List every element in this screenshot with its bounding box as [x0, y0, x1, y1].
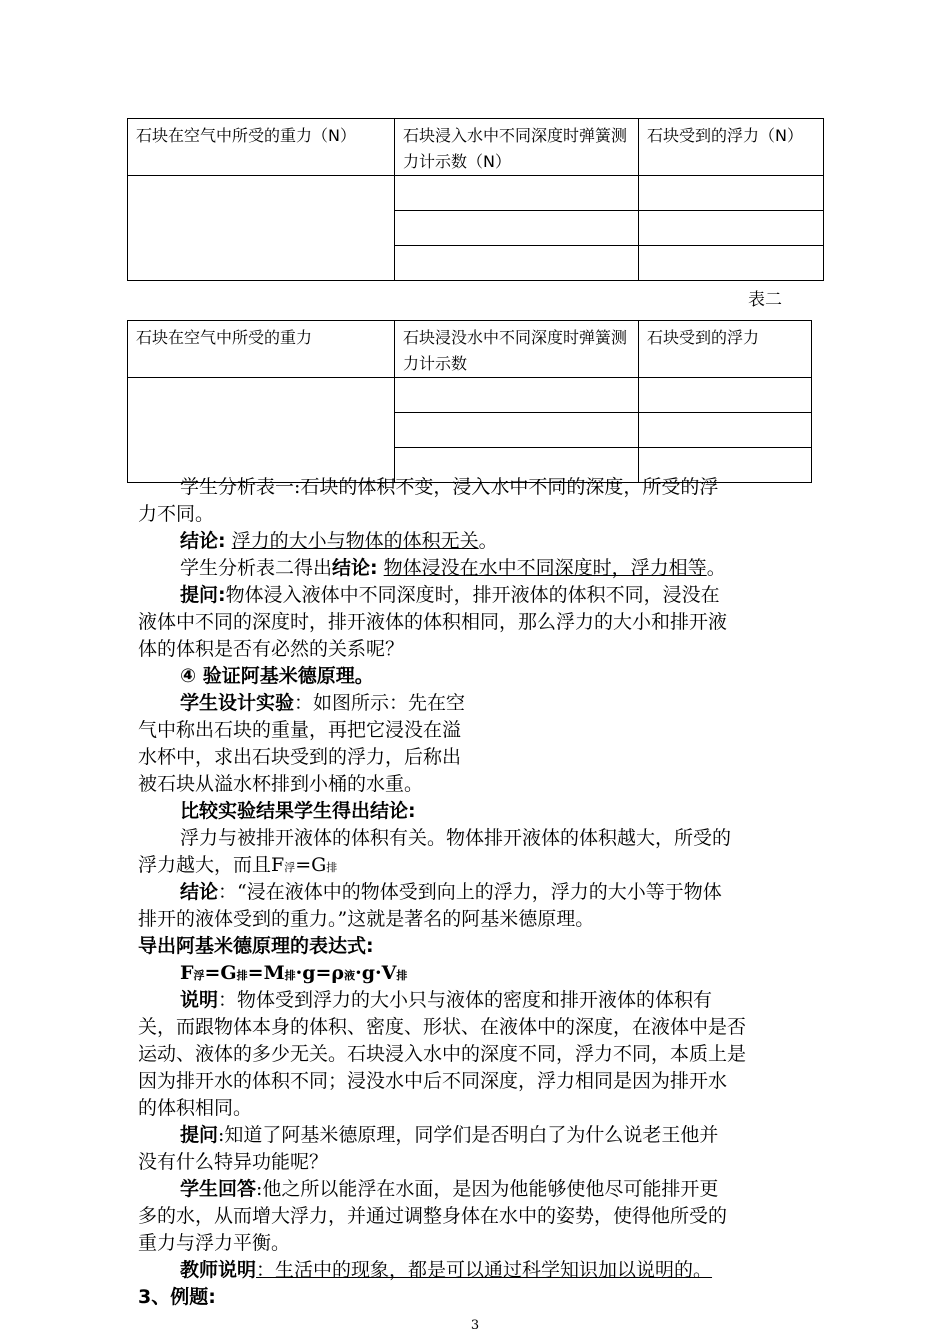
explanation-line-3: 运动、液体的多少无关。石块浸入水中的深度不同，浮力不同，本质上是	[138, 1043, 747, 1065]
table1-cell	[395, 246, 639, 281]
analysis-2-prefix: 学生分析表二得出	[180, 557, 333, 579]
subscript-fu: 浮	[284, 861, 296, 874]
finding-eq: =G	[295, 854, 327, 876]
question-1-line-3: 体的体积是否有必然的关系呢？	[138, 638, 405, 660]
conclusion-1	[180, 527, 498, 556]
conclusion-2-label: 结论:	[332, 557, 378, 579]
answer-text: 多的水，从而增大浮力，并通过调整身体在水中的姿势，使得他所受的	[138, 1205, 728, 1227]
formula-sub: 浮	[193, 969, 205, 982]
question-1-line-2: 液体中不同的深度时，排开液体的体积相同，那么浮力的大小和排开液	[138, 611, 728, 633]
analysis-1-line-2: 力不同。	[138, 503, 215, 525]
question-1-label: 提问:	[180, 584, 226, 606]
table1-cell-weight	[128, 176, 395, 281]
design-line-1	[180, 689, 465, 718]
formula-part: ·g=ρ	[295, 962, 345, 984]
table1-cell	[639, 246, 824, 281]
page-number: 3	[470, 1318, 480, 1333]
table1-cell	[395, 176, 639, 211]
table2-cell	[395, 378, 639, 413]
table2-cell	[639, 378, 812, 413]
conclusion-1-text: 浮力的大小与物体的体积无关	[231, 530, 479, 552]
answer-label: 学生回答	[180, 1178, 257, 1200]
table2-header-buoyancy: 石块受到的浮力	[639, 321, 812, 378]
conclusion-3-line-1	[180, 878, 722, 907]
design-line-4: 被石块从溢水杯排到小桶的水重。	[138, 773, 424, 795]
table1-cell	[639, 211, 824, 246]
answer-text: :他之所以能浮在水面，是因为他能够使他尽可能排开更	[256, 1178, 719, 1200]
section-heading-4: ④ 验证阿基米德原理。	[180, 665, 374, 687]
formula-sub: 排	[236, 969, 248, 982]
design-line-2: 气中称出石块的重量，再把它浸没在溢	[138, 719, 462, 741]
subscript-pai: 排	[326, 861, 338, 874]
table1-header-buoyancy: 石块受到的浮力（N）	[639, 119, 824, 176]
formula-part: =G	[204, 962, 237, 984]
explanation-line-1	[180, 986, 712, 1015]
question-2-line-2: 没有什么特异功能呢？	[138, 1151, 329, 1173]
table2-cell	[395, 413, 639, 448]
table2-header-reading: 石块浸没水中不同深度时弹簧测力计示数	[395, 321, 639, 378]
explanation-line-2: 关，而跟物体本身的体积、密度、形状、在液体中的深度，在液体中是否	[138, 1016, 747, 1038]
conclusion-2-text: 物体浸没在水中不同深度时，浮力相等	[383, 557, 707, 579]
answer-text: 重力与浮力平衡。	[138, 1232, 291, 1254]
question-1-line-1	[180, 581, 720, 610]
formula-f: F	[180, 962, 194, 984]
conclusion-3-label: 结论	[180, 881, 219, 903]
explanation-line-4: 因为排开水的体积不同；浸没水中后不同深度，浮力相同是因为排开水	[138, 1070, 728, 1092]
table1-cell	[395, 211, 639, 246]
table2-cell-weight	[128, 378, 395, 483]
design-text: ：如图所示：先在空	[294, 692, 466, 714]
compare-heading: 比较实验结果学生得出结论:	[180, 800, 416, 822]
explanation-text: ：物体受到浮力的大小只与液体的密度和排开液体的体积有	[218, 989, 713, 1011]
finding-line-1: 浮力与被排开液体的体积有关。物体排开液体的体积越大，所受的	[180, 827, 732, 849]
explanation-label: 说明	[180, 989, 219, 1011]
data-table-2	[127, 320, 812, 483]
explanation-line-5: 的体积相同。	[138, 1097, 253, 1119]
conclusion-3-text: ：“浸在液体中的物体受到向上的浮力，浮力的大小等于物体	[218, 881, 722, 903]
formula-sub: 排	[396, 969, 408, 982]
table2-header-weight: 石块在空气中所受的重力	[128, 321, 395, 378]
question-2-line-1	[180, 1121, 718, 1150]
table1-cell	[639, 176, 824, 211]
answer-line-1	[180, 1175, 718, 1204]
table2-cell	[639, 413, 812, 448]
formula-part: =M	[247, 962, 285, 984]
question-2-text: :知道了阿基米德原理，同学们是否明白了为什么说老王他并	[218, 1124, 719, 1146]
table2-caption: 表二	[748, 290, 782, 310]
formula-part: ·g·V	[355, 962, 397, 984]
analysis-1-line-1: 学生分析表一:石块的体积不变，浸入水中不同的深度，所受的浮	[180, 476, 719, 498]
example-heading	[138, 1283, 216, 1312]
design-line-3: 水杯中，求出石块受到的浮力，后称出	[138, 746, 462, 768]
teacher-text: ：生活中的现象，都是可以通过科学知识加以说明的。	[256, 1259, 713, 1281]
question-2-label: 提问	[180, 1124, 219, 1146]
finding-text: 浮力越大，而且F	[138, 854, 285, 876]
analysis-2	[180, 554, 726, 583]
conclusion-1-end: 。	[478, 530, 498, 552]
formula-sub: 排	[284, 969, 296, 982]
teacher-label: 教师说明	[180, 1259, 257, 1281]
expression-heading: 导出阿基米德原理的表达式:	[138, 935, 374, 957]
answer-line-3	[138, 1229, 290, 1258]
design-label: 学生设计实验	[180, 692, 295, 714]
teacher-note	[180, 1256, 712, 1285]
answer-line-2	[138, 1202, 727, 1231]
conclusion-1-label: 结论:	[180, 530, 226, 552]
table1-header-reading: 石块浸入水中不同深度时弹簧测力计示数（N）	[395, 119, 639, 176]
conclusion-3-line-2: 排开的液体受到的重力。”这就是著名的阿基米德原理。	[138, 908, 595, 930]
conclusion-2-end: 。	[706, 557, 726, 579]
formula-sub: 液	[344, 969, 356, 982]
question-1-text: 物体浸入液体中不同深度时，排开液体的体积不同，浸没在	[225, 584, 720, 606]
table1-header-weight: 石块在空气中所受的重力（N）	[128, 119, 395, 176]
example-heading-text: 3、例题:	[138, 1286, 216, 1308]
data-table-1	[127, 118, 824, 281]
